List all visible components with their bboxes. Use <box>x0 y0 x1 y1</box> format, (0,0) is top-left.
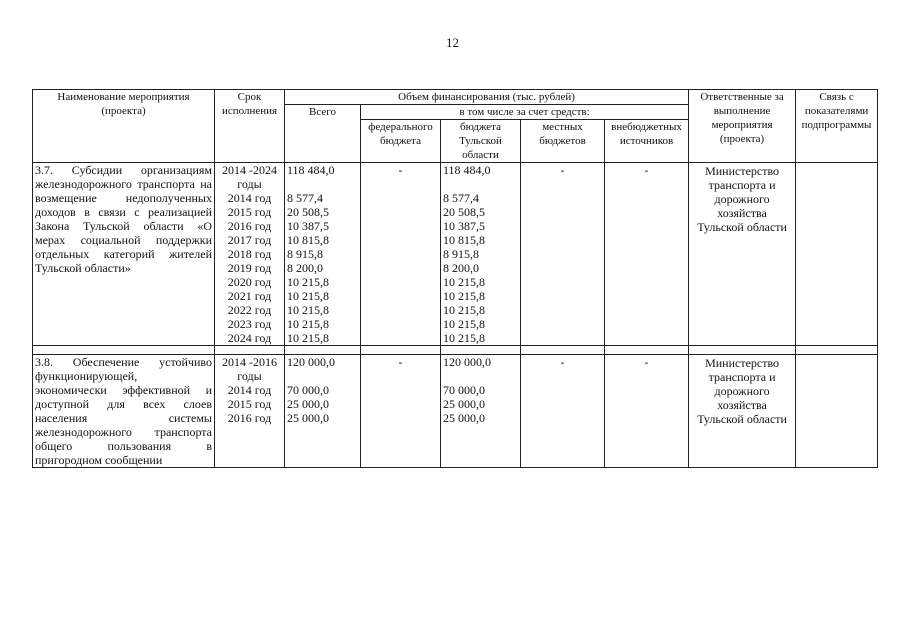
total-line: 20 508,5 <box>287 205 329 219</box>
table-row <box>33 355 878 468</box>
term-line: 2016 год <box>227 411 272 425</box>
header-link: Связь с показателями подпрограммы <box>796 90 878 163</box>
term-line: 2015 год <box>227 205 272 219</box>
header-term: Срок исполнения <box>215 90 285 163</box>
total-line: 8 577,4 <box>287 191 323 205</box>
total-line <box>287 369 358 383</box>
funding-table <box>32 89 878 468</box>
regional-line: 118 484,0 <box>443 163 491 177</box>
row-terms <box>215 163 285 346</box>
term-line: 2022 год <box>227 303 272 317</box>
term-line: 2024 год <box>227 331 272 345</box>
header-local: местных бюджетов <box>521 120 605 163</box>
row-totals <box>285 163 361 346</box>
term-line: 2017 год <box>227 233 272 247</box>
row-responsible: Министерство транспорта и дорожного хозяйства Тульской области <box>689 163 796 346</box>
term-line: 2014 -2016 <box>222 355 277 369</box>
total-line: 8 915,8 <box>287 247 323 261</box>
row-totals <box>285 355 361 468</box>
regional-line: 8 577,4 <box>443 191 479 205</box>
total-line: 10 215,8 <box>287 303 329 317</box>
term-line: 2014 -2024 <box>222 163 277 177</box>
total-line: 118 484,0 <box>287 163 335 177</box>
total-line: 10 215,8 <box>287 289 329 303</box>
header-including: в том числе за счет средств: <box>361 105 689 120</box>
regional-line: 10 387,5 <box>443 219 485 233</box>
term-line: годы <box>237 369 262 383</box>
header-federal: федерального бюджета <box>361 120 441 163</box>
total-line: 10 215,8 <box>287 331 329 345</box>
header-total: Всего <box>285 105 361 163</box>
page-number: 12 <box>446 35 459 50</box>
total-line: 70 000,0 <box>287 383 329 397</box>
table-row <box>33 163 878 346</box>
term-line: 2021 год <box>227 289 272 303</box>
total-line: 25 000,0 <box>287 411 329 425</box>
total-line: 10 815,8 <box>287 233 329 247</box>
row-name: 3.7. Субсидии организациям железнодорожного транспорта на возмещение недополученных доходов в связи с реализацией Закона Тульской области «О мерах социальной поддержки отдельных категорий жителей Тульской области» <box>33 163 215 346</box>
term-line: 2019 год <box>227 261 272 275</box>
header-responsible: Ответственные за выполнение мероприятия (проекта) <box>689 90 796 163</box>
regional-line: 20 508,5 <box>443 205 485 219</box>
regional-line: 10 815,8 <box>443 233 485 247</box>
regional-line: 25 000,0 <box>443 411 485 425</box>
regional-line: 10 215,8 <box>443 317 485 331</box>
total-line: 8 200,0 <box>287 261 323 275</box>
total-line: 10 215,8 <box>287 275 329 289</box>
table-row-spacer <box>33 346 878 355</box>
row-link <box>796 355 878 468</box>
regional-line: 10 215,8 <box>443 275 485 289</box>
term-line: 2016 год <box>227 219 272 233</box>
regional-line: 10 215,8 <box>443 331 485 345</box>
row-terms <box>215 355 285 468</box>
term-line: 2020 год <box>227 275 272 289</box>
row-federal: - <box>361 355 441 468</box>
row-regional <box>441 163 521 346</box>
header-regional: бюджета Тульской области <box>441 120 521 163</box>
row-federal: - <box>361 163 441 346</box>
row-extra: - <box>605 355 689 468</box>
row-regional <box>441 355 521 468</box>
row-local: - <box>521 355 605 468</box>
term-line: 2014 год <box>227 191 272 205</box>
header-name: Наименование мероприятия (проекта) <box>33 90 215 163</box>
row-link <box>796 163 878 346</box>
total-line <box>287 177 358 191</box>
total-line: 10 387,5 <box>287 219 329 233</box>
total-line: 25 000,0 <box>287 397 329 411</box>
regional-line: 10 215,8 <box>443 289 485 303</box>
regional-line: 70 000,0 <box>443 383 485 397</box>
header-funding: Объем финансирования (тыс. рублей) <box>285 90 689 105</box>
term-line: годы <box>237 177 262 191</box>
regional-line <box>443 177 518 191</box>
header-extra: внебюджетных источников <box>605 120 689 163</box>
regional-line: 25 000,0 <box>443 397 485 411</box>
regional-line: 8 200,0 <box>443 261 479 275</box>
term-line: 2018 год <box>227 247 272 261</box>
row-name: 3.8. Обеспечение устойчиво функционирующей, экономически эффективной и доступной для всех слоев населения системы железнодорожного транспорта общего пользования в пригородном сообщении <box>33 355 215 468</box>
regional-line: 120 000,0 <box>443 355 491 369</box>
row-local: - <box>521 163 605 346</box>
regional-line <box>443 369 518 383</box>
total-line: 10 215,8 <box>287 317 329 331</box>
term-line: 2023 год <box>227 317 272 331</box>
regional-line: 10 215,8 <box>443 303 485 317</box>
row-responsible: Министерство транспорта и дорожного хозяйства Тульской области <box>689 355 796 468</box>
row-extra: - <box>605 163 689 346</box>
total-line: 120 000,0 <box>287 355 335 369</box>
term-line: 2014 год <box>227 383 272 397</box>
regional-line: 8 915,8 <box>443 247 479 261</box>
term-line: 2015 год <box>227 397 272 411</box>
